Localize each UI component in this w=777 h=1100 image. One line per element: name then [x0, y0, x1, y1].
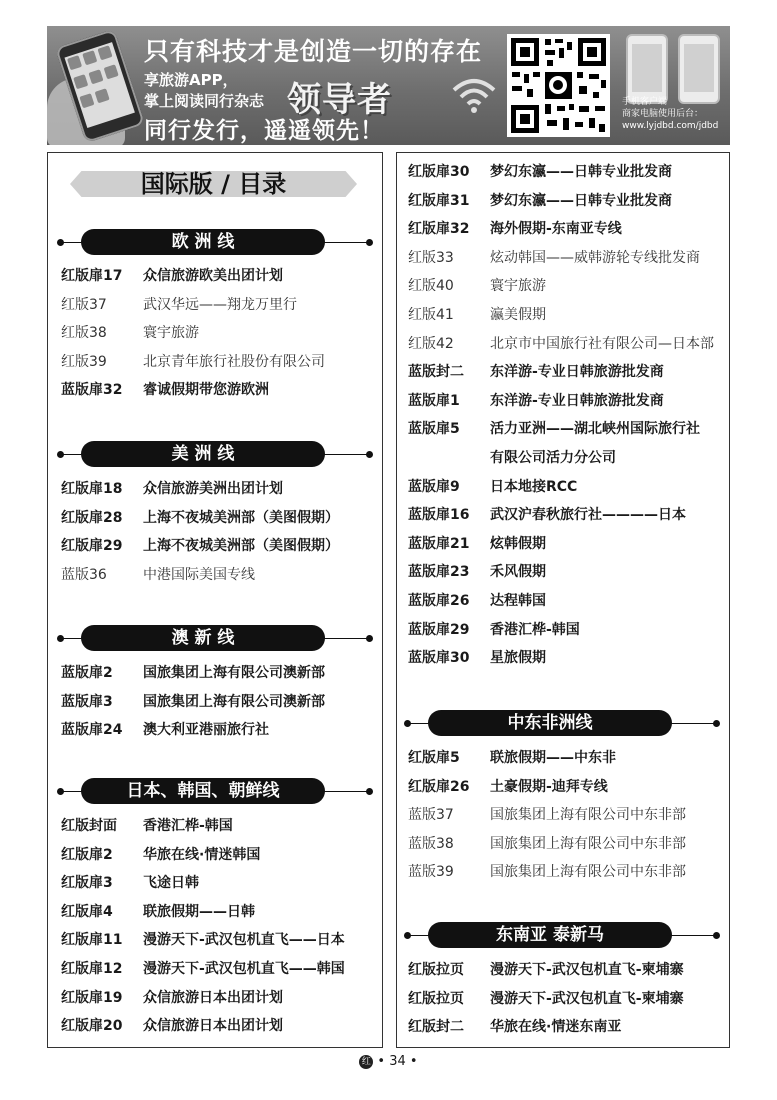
website-link[interactable]: www.lyjdbd.com/jdbd — [622, 121, 719, 131]
list-item[interactable]: 红版扉28 上海不夜城美洲部（美图假期） — [61, 509, 339, 526]
phone-icon — [626, 34, 668, 104]
section-header-oceania — [57, 625, 373, 651]
list-item[interactable]: 红版拉页 漫游天下-武汉包机直飞-柬埔寨 — [408, 990, 684, 1007]
section-list-east-asia-cont — [408, 158, 714, 673]
list-item[interactable]: 红版扉20 众信旅游日本出团计划 — [61, 1018, 283, 1035]
banner-slogan: 同行发行，遥遥领先！ — [144, 118, 384, 144]
section-list-americas — [61, 475, 339, 589]
section-list-middle-east-africa — [408, 744, 686, 887]
toc-title — [70, 167, 357, 201]
list-item[interactable]: 蓝版扉29 香港汇桦-韩国 — [408, 621, 580, 638]
list-item[interactable]: 红版扉2 华旅在线·情迷韩国 — [61, 846, 261, 863]
list-item[interactable]: 红版33 炫动韩国——威韩游轮专线批发商 — [408, 249, 700, 266]
section-title: 欧 洲 线 — [81, 229, 325, 255]
section-list-southeast-asia — [408, 956, 684, 1042]
section-header-east-asia — [57, 778, 373, 804]
app-promo-banner — [47, 26, 730, 145]
edition-badge-icon: 红 — [359, 1055, 373, 1069]
list-item[interactable]: 蓝版扉5 活力亚洲——湖北峡州国际旅行社 — [408, 421, 700, 438]
list-item[interactable]: 蓝版37 国旅集团上海有限公司中东非部 — [408, 807, 686, 824]
list-item[interactable]: 红版37 武汉华远——翔龙万里行 — [61, 296, 297, 313]
list-item[interactable]: 红版扉26 土豪假期-迪拜专线 — [408, 778, 608, 795]
banner-read-line: 掌上阅读同行杂志 — [144, 92, 265, 110]
page-title: 国际版 / 目录 — [140, 170, 287, 198]
section-title: 中东非洲线 — [428, 710, 672, 736]
section-header-europe — [57, 229, 373, 255]
banner-headline: 只有科技才是创造一切的存在 — [144, 37, 483, 66]
list-item[interactable]: 红版39 北京青年旅行社股份有限公司 — [61, 353, 325, 370]
section-title: 澳 新 线 — [81, 625, 325, 651]
list-item[interactable]: 蓝版36 中港国际美国专线 — [61, 566, 255, 583]
banner-app-line: 享旅游APP， — [144, 71, 238, 89]
list-item[interactable]: 红版41 瀛美假期 — [408, 306, 546, 323]
list-item[interactable]: 蓝版扉3 国旅集团上海有限公司澳新部 — [61, 693, 325, 710]
list-item[interactable]: 红版扉17 众信旅游欧美出团计划 — [61, 268, 283, 284]
section-header-southeast-asia — [404, 922, 720, 948]
banner-leader: 领导者 — [287, 80, 392, 120]
list-item[interactable]: 蓝版扉16 武汉沪春秋旅行社————日本 — [408, 507, 686, 524]
list-item[interactable]: 红版封二 华旅在线·情迷东南亚 — [408, 1019, 622, 1036]
list-item[interactable]: 红版扉29 上海不夜城美洲部（美图假期） — [61, 538, 339, 555]
list-item[interactable]: 红版40 寰宇旅游 — [408, 278, 546, 295]
banner-contact — [622, 96, 718, 132]
list-item[interactable]: 蓝版扉32 睿诚假期带您游欧洲 — [61, 382, 269, 399]
list-item[interactable]: 红版扉11 漫游天下-武汉包机直飞——日本 — [61, 932, 345, 949]
list-item[interactable]: 红版扉30 梦幻东瀛——日韩专业批发商 — [408, 164, 672, 180]
page-number: • 34 • — [377, 1054, 418, 1069]
list-item[interactable]: 蓝版扉24 澳大利亚港丽旅行社 — [61, 722, 269, 739]
list-item[interactable]: 红版封面 香港汇桦-韩国 — [61, 818, 233, 834]
list-item[interactable]: 红版扉31 梦幻东瀛——日韩专业批发商 — [408, 192, 672, 209]
list-item[interactable]: 蓝版扉30 星旅假期 — [408, 650, 546, 667]
list-item[interactable]: 蓝版扉21 炫韩假期 — [408, 535, 546, 552]
section-list-europe — [61, 262, 325, 405]
section-title: 东南亚 泰新马 — [428, 922, 672, 948]
section-list-east-asia — [61, 812, 345, 1041]
phone-icon — [678, 34, 720, 104]
section-list-oceania — [61, 659, 325, 745]
list-item[interactable]: 红版扉18 众信旅游美洲出团计划 — [61, 481, 283, 497]
qr-code[interactable] — [507, 34, 610, 137]
list-item[interactable]: 蓝版38 国旅集团上海有限公司中东非部 — [408, 835, 686, 852]
list-item[interactable]: 蓝版扉1 东洋游-专业日韩旅游批发商 — [408, 392, 664, 409]
list-item[interactable]: 红版42 北京市中国旅行社有限公司—日本部 — [408, 335, 714, 352]
section-title: 美 洲 线 — [81, 441, 325, 467]
list-item[interactable]: 红版扉19 众信旅游日本出团计划 — [61, 989, 283, 1006]
qr-code-icon — [507, 34, 610, 137]
wifi-icon — [449, 74, 499, 114]
list-item[interactable]: 红版拉页 漫游天下-武汉包机直飞-柬埔寨 — [408, 962, 684, 978]
list-item[interactable]: 红版扉32 海外假期-东南亚专线 — [408, 221, 622, 238]
list-item[interactable]: 红版38 寰宇旅游 — [61, 325, 199, 342]
section-title: 日本、韩国、朝鲜线 — [81, 778, 325, 804]
page-footer — [0, 1052, 777, 1072]
client-label: 手机客户端 — [622, 97, 668, 107]
list-item[interactable]: 红版扉5 联旅假期——中东非 — [408, 750, 616, 766]
list-item[interactable]: 红版扉12 漫游天下-武汉包机直飞——韩国 — [61, 960, 345, 977]
list-item-continuation[interactable]: 有限公司活力分公司 — [490, 449, 616, 466]
list-item[interactable]: 蓝版扉26 达程韩国 — [408, 592, 546, 609]
list-item[interactable]: 蓝版39 国旅集团上海有限公司中东非部 — [408, 864, 686, 881]
list-item[interactable]: 蓝版扉2 国旅集团上海有限公司澳新部 — [61, 665, 325, 681]
list-item[interactable]: 红版扉4 联旅假期——日韩 — [61, 903, 255, 920]
list-item[interactable]: 红版扉3 飞途日韩 — [61, 875, 199, 892]
section-header-middle-east-africa — [404, 710, 720, 736]
list-item[interactable]: 蓝版封二 东洋游-专业日韩旅游批发商 — [408, 364, 664, 381]
section-header-americas — [57, 441, 373, 467]
list-item[interactable]: 蓝版扉9 日本地接RCC — [408, 478, 578, 495]
merchant-label: 商家电脑使用后台： — [622, 109, 704, 119]
list-item[interactable]: 蓝版扉23 禾风假期 — [408, 564, 546, 581]
